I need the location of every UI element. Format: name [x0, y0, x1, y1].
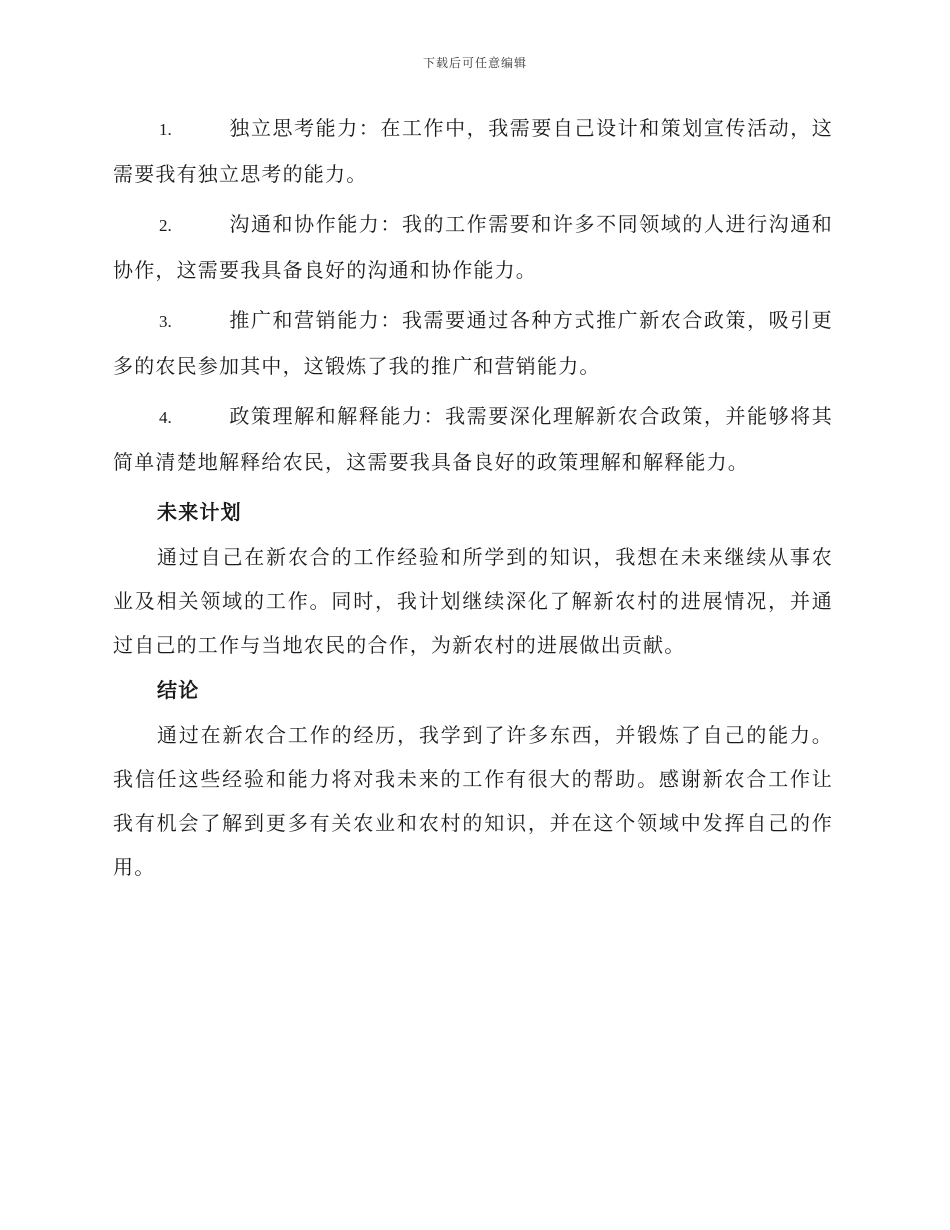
list-item-text: 独立思考能力：在工作中，我需要自己设计和策划宣传活动，这需要我有独立思考的能力。	[113, 116, 833, 186]
ability-item-2	[113, 202, 833, 292]
ability-item-4	[113, 394, 833, 484]
conclusion-heading: 结论	[157, 678, 200, 702]
list-number: 3.	[159, 312, 172, 331]
future-plan-heading: 未来计划	[157, 500, 242, 524]
list-item-text: 推广和营销能力：我需要通过各种方式推广新农合政策，吸引更多的农民参加其中，这锻炼了我的推广和营销能力。	[113, 308, 833, 378]
page-header: 下载后可任意编辑	[422, 56, 527, 70]
list-item-text: 沟通和协作能力：我的工作需要和许多不同领域的人进行沟通和协作，这需要我具备良好的沟通和协作能力。	[113, 212, 833, 282]
document-body	[113, 106, 833, 890]
ability-item-1	[113, 106, 833, 196]
conclusion-paragraph: 通过在新农合工作的经历，我学到了许多东西，并锻炼了自己的能力。我信任这些经验和能力将对我未来的工作有很大的帮助。感谢新农合工作让我有机会了解到更多有关农业和农村的知识，并在这个领域中发挥自己的作用。	[113, 723, 833, 879]
future-plan-paragraph: 通过自己在新农合的工作经验和所学到的知识，我想在未来继续从事农业及相关领域的工作。同时，我计划继续深化了解新农村的进展情况，并通过自己的工作与当地农民的合作，为新农村的进展做出贡献。	[113, 545, 833, 657]
list-number: 4.	[159, 408, 172, 427]
list-item-text: 政策理解和解释能力：我需要深化理解新农合政策，并能够将其简单清楚地解释给农民，这需要我具备良好的政策理解和解释能力。	[113, 404, 833, 474]
list-number: 2.	[159, 216, 172, 235]
ability-item-3	[113, 298, 833, 388]
list-number: 1.	[159, 120, 172, 139]
